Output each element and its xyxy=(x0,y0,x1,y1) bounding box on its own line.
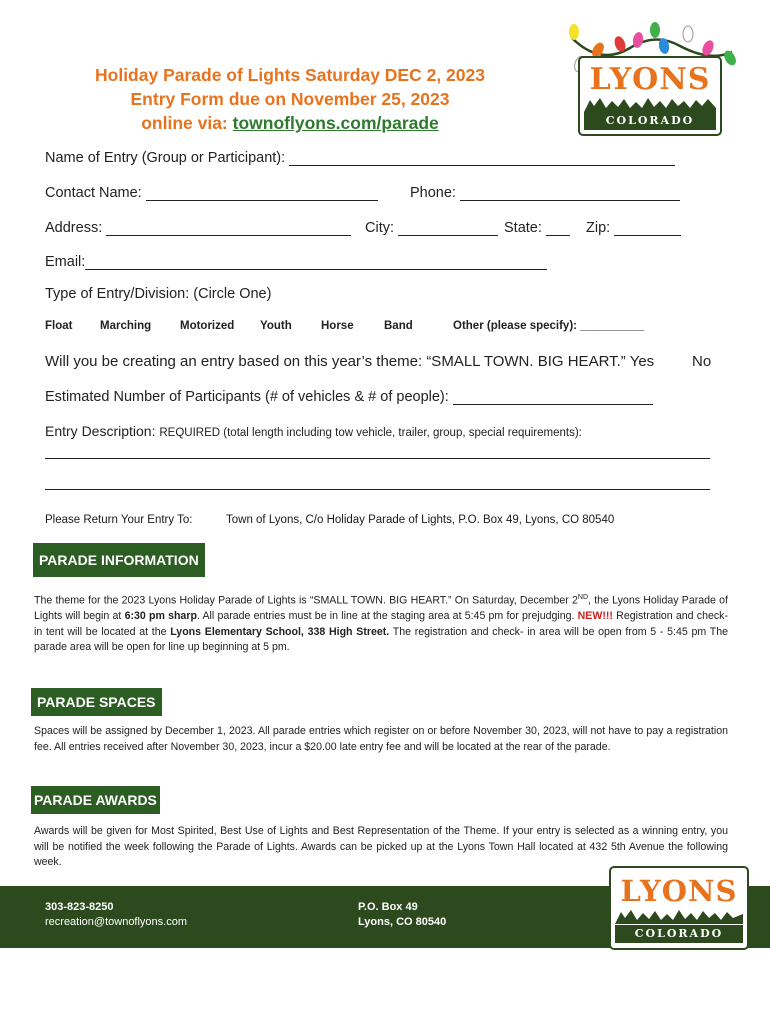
type-option-other[interactable]: Other (please specify): __________ xyxy=(453,320,645,332)
logo-name: LYONS xyxy=(589,62,711,97)
participants-field[interactable] xyxy=(453,389,653,405)
trees-icon xyxy=(584,96,716,112)
parade-information-text xyxy=(34,590,728,656)
city-field[interactable] xyxy=(398,220,498,236)
footer-city: Lyons, CO 80540 xyxy=(358,916,447,928)
contact-label: Contact Name: xyxy=(45,185,142,201)
lyons-logo xyxy=(560,18,745,138)
zip-field[interactable] xyxy=(614,220,681,236)
type-option-motorized[interactable]: Motorized xyxy=(180,320,235,332)
entry-name-row xyxy=(45,150,675,166)
title-line-3 xyxy=(0,111,580,135)
footer-phone: 303-823-8250 xyxy=(45,901,114,913)
footer-trees-icon xyxy=(615,908,743,924)
return-label: Please Return Your Entry To: xyxy=(45,514,193,526)
state-row xyxy=(504,220,570,236)
city-label: City: xyxy=(365,220,394,236)
address-row xyxy=(45,220,351,236)
description-line-1[interactable] xyxy=(45,458,710,459)
phone-row xyxy=(410,185,680,201)
phone-field[interactable] xyxy=(460,185,680,201)
info-new-badge: NEW!!! xyxy=(577,610,613,623)
type-label: Type of Entry/Division: (Circle One) xyxy=(45,286,272,302)
parade-link[interactable]: townoflyons.com/parade xyxy=(232,113,439,133)
footer-logo-state: COLORADO xyxy=(615,925,743,943)
parade-information-header: PARADE INFORMATION xyxy=(33,543,205,577)
parade-spaces-header: PARADE SPACES xyxy=(31,688,162,716)
parade-awards-header: PARADE AWARDS xyxy=(31,786,160,814)
city-row xyxy=(365,220,498,236)
info-text-5: The registration and check- in area will be open from 5 - 5:45 pm The parade area will be open for line up beginning at 5 pm. xyxy=(34,625,728,654)
type-option-horse[interactable]: Horse xyxy=(321,320,354,332)
phone-label: Phone: xyxy=(410,185,456,201)
title-online-prefix: online via: xyxy=(141,113,228,133)
return-address: Town of Lyons, C/o Holiday Parade of Lights, P.O. Box 49, Lyons, CO 80540 xyxy=(226,514,615,526)
info-text-3: . All parade entries must be in line at the staging area at 5:45 pm for prejudging. xyxy=(196,610,578,623)
parade-spaces-text: Spaces will be assigned by December 1, 2023. All parade entries which register on or before November 30, 2023, will not have to pay a registration fee. All entries received after November 30, 2023, incur a $20.00 late entry fee and will be located at the rear of the parade. xyxy=(34,725,728,753)
email-label: Email: xyxy=(45,254,86,270)
entry-name-label: Name of Entry (Group or Participant): xyxy=(45,150,286,166)
title-line-2: Entry Form due on November 25, 2023 xyxy=(130,89,450,109)
parade-awards-text: Awards will be given for Most Spirited, Best Use of Lights and Best Representation of the Theme. If your entry is selected as a winning entry, you will be notified the week following the Parade of Lights. Awards can be picked up at the Lyons Town Hall located at 432 5th Avenue the following week. xyxy=(34,825,728,868)
description-label: Entry Description: xyxy=(45,423,156,439)
email-field[interactable] xyxy=(85,254,547,270)
theme-no-option[interactable]: No xyxy=(692,353,712,370)
state-field[interactable] xyxy=(546,220,570,236)
address-field[interactable] xyxy=(106,220,351,236)
footer-email[interactable]: recreation@townoflyons.com xyxy=(45,916,188,928)
contact-row xyxy=(45,185,378,201)
logo-badge xyxy=(578,56,722,136)
info-sup: ND xyxy=(577,594,589,601)
info-school: Lyons Elementary School, 338 High Street. xyxy=(170,625,390,638)
info-text-1: The theme for the 2023 Lyons Holiday Parade of Lights is “SMALL TOWN. BIG HEART.” On Saturday, December 2 xyxy=(34,594,578,607)
zip-row xyxy=(586,220,681,236)
theme-question: Will you be creating an entry based on this year’s theme: “SMALL TOWN. BIG HEART.” Yes xyxy=(45,353,655,370)
info-text-2: , the Lyons Holiday Parade of Lights will begin at xyxy=(34,594,728,623)
type-option-float[interactable]: Float xyxy=(45,320,73,332)
type-option-marching[interactable]: Marching xyxy=(100,320,152,332)
info-time: 6:30 pm sharp xyxy=(124,610,197,623)
description-line-2[interactable] xyxy=(45,489,710,490)
footer-po-box: P.O. Box 49 xyxy=(358,901,418,913)
entry-name-field[interactable] xyxy=(289,150,675,166)
participants-row xyxy=(45,389,653,405)
info-text-4: Registration and check-in tent will be located at the xyxy=(34,610,728,638)
page-title xyxy=(0,63,580,135)
email-row xyxy=(45,254,547,270)
contact-name-field[interactable] xyxy=(146,185,378,201)
zip-label: Zip: xyxy=(586,220,611,236)
logo-state: COLORADO xyxy=(584,112,716,130)
address-label: Address: xyxy=(45,220,103,236)
description-row xyxy=(45,423,582,439)
type-option-band[interactable]: Band xyxy=(384,320,413,332)
description-note: REQUIRED (total length including tow vehicle, trailer, group, special requirements): xyxy=(159,427,582,439)
participants-label: Estimated Number of Participants (# of vehicles & # of people): xyxy=(45,389,449,405)
type-option-youth[interactable]: Youth xyxy=(260,320,292,332)
title-line-1: Holiday Parade of Lights Saturday DEC 2, 2023 xyxy=(95,65,485,85)
state-label: State: xyxy=(504,220,542,236)
footer-logo-name: LYONS xyxy=(620,874,738,908)
footer-lyons-logo xyxy=(609,866,749,950)
